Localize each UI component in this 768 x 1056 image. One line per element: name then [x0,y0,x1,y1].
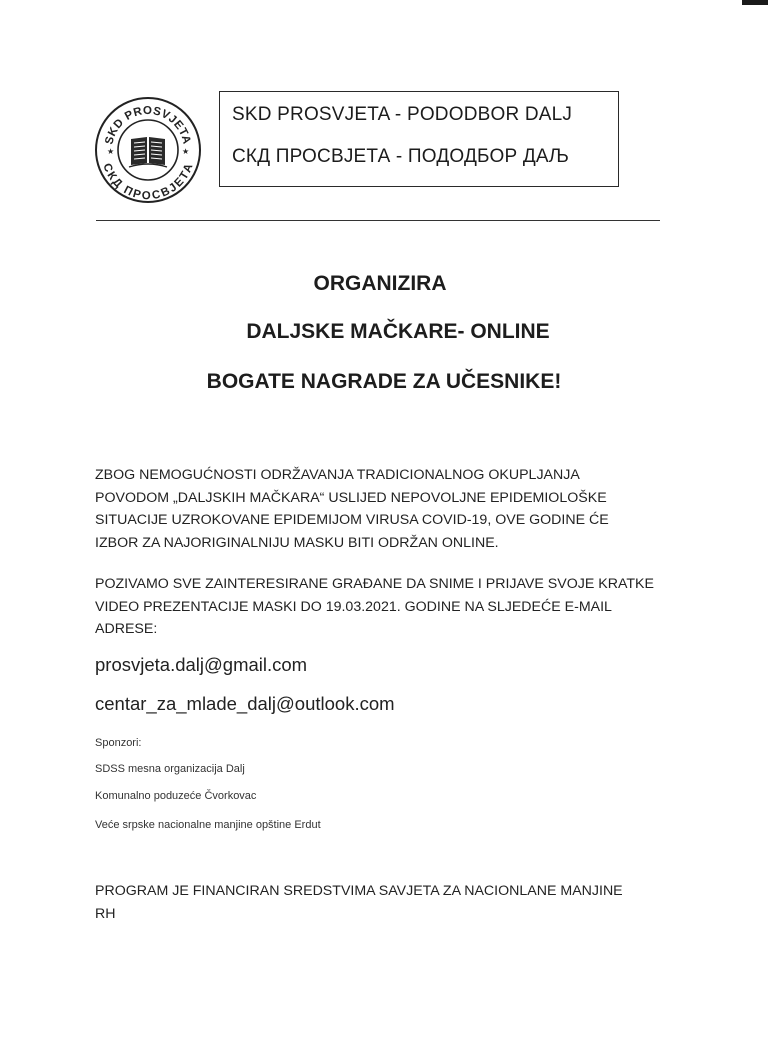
intro-line: ZBOG NEMOGUĆNOSTI ODRŽAVANJA TRADICIONALNOG OKUPLJANJA [95,467,580,483]
sponsor-item: SDSS mesna organizacija Dalj [95,763,245,775]
headline-organizira: ORGANIZIRA [313,272,447,295]
funding-line: RH [95,905,116,922]
invitation-line: VIDEO PREZENTACIJE MASKI DO 19.03.2021. GODINE NA SLJEDEĆE E-MAIL [95,598,612,615]
email-centar-za-mlade[interactable]: centar_za_mlade_dalj@outlook.com [95,693,395,714]
headline-prizes: BOGATE NAGRADE ZA UČESNIKE! [206,370,562,393]
header-divider [96,220,660,221]
intro-line: IZBOR ZA NAJORIGINALNIJU MASKU BITI ODRŽAN ONLINE. [95,534,499,551]
svg-text:SKD PROSVJETA [103,105,192,146]
invitation-paragraph [95,573,654,641]
svg-text:СКД ПРОСВЈЕТА [100,162,195,202]
header-title-latin: SKD PROSVJETA - PODODBOR DALJ [232,104,573,125]
svg-text:★: ★ [182,147,190,156]
sponsor-item: Veće srpske nacionalne manjine opštine Erdut [95,819,321,831]
book-icon [129,137,167,167]
invitation-line: POZIVAMO SVE ZAINTERESIRANE GRAĐANE DA SNIME I PRIJAVE SVOJE KRATKE [95,576,654,592]
intro-paragraph [95,464,609,554]
prosvjeta-logo [93,95,203,205]
intro-line: SITUACIJE UZROKOVANE EPIDEMIJOM VIRUSA COVID-19, OVE GODINE ĆE [95,512,609,528]
funding-note [95,880,623,925]
header-title-cyrillic: СКД ПРОСВЈЕТА - ПОДОДБОР ДАЉ [232,146,570,167]
funding-line: PROGRAM JE FINANCIRAN SREDSTVIMA SAVJETA ZA NACIONLANE MANJINE [95,883,623,899]
sponsor-item: Komunalno poduzeće Čvorkovac [95,790,257,802]
intro-line: POVODOM „DALJSKIH MAČKARA“ USLIJED NEPOVOLJNE EPIDEMIOLOŠKE [95,489,607,506]
logo-text-top: SKD PROSVJETA [103,104,193,146]
headline-event: DALJSKE MAČKARE- ONLINE [246,320,550,343]
email-prosvjeta[interactable]: prosvjeta.dalj@gmail.com [95,654,308,675]
scan-corner-mark [742,0,768,5]
svg-text:★: ★ [107,147,115,156]
sponsors-label: Sponzori: [95,737,142,749]
invitation-line: ADRESE: [95,621,158,637]
logo-text-bottom: СКД ПРОСВЈЕТА [100,161,196,203]
header-box [219,91,619,187]
